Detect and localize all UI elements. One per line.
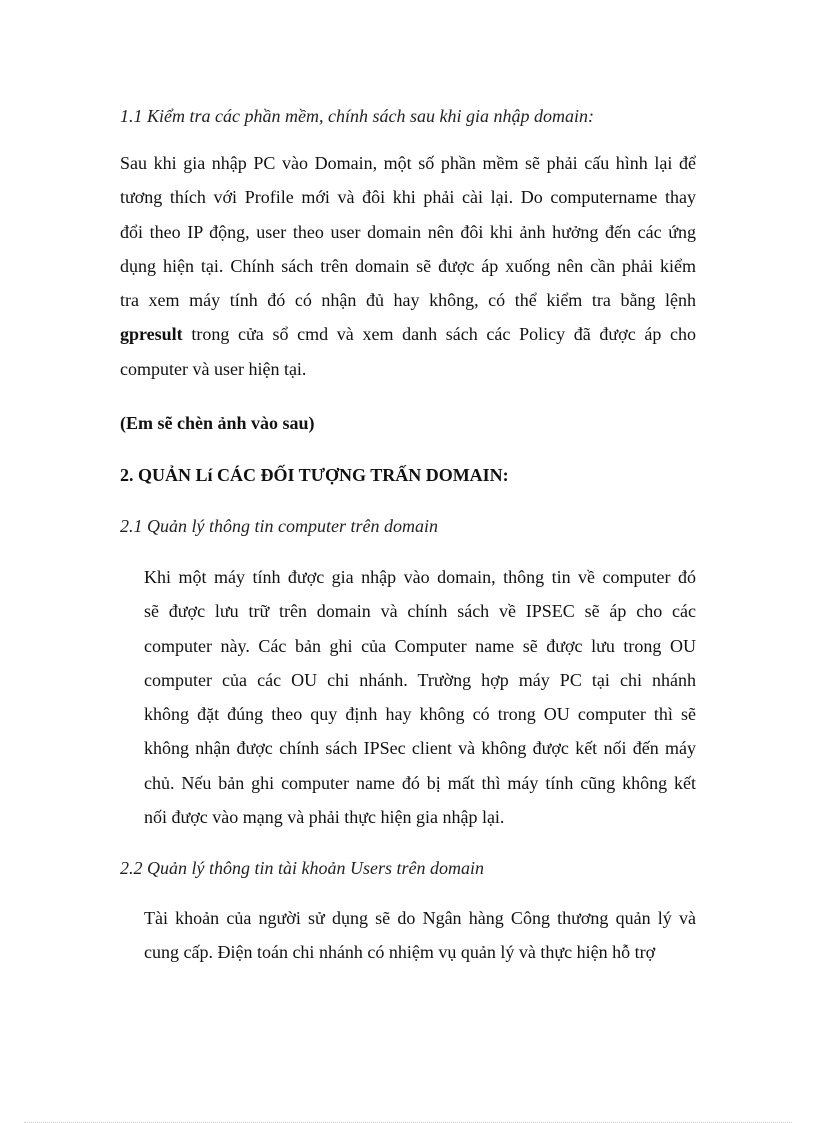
paragraph-line: nối được vào mạng và phải thực hiện gia nhập lại. — [144, 807, 505, 828]
paragraph-line: sẽ được lưu trữ trên domain và chính sách về IPSEC sẽ áp cho các — [144, 601, 696, 622]
paragraph-line: không nhận được chính sách IPSec client và không được kết nối đến máy — [144, 738, 696, 759]
paragraph-line: tương thích với Profile mới và đôi khi phải cài lại. Do computername thay — [120, 187, 696, 208]
section-2-2-heading: 2.2 Quản lý thông tin tài khoản Users trên domain — [120, 858, 484, 878]
paragraph-line: Tài khoản của người sử dụng sẽ do Ngân hàng Công thương quản lý và — [144, 908, 696, 928]
paragraph-line: không đặt đúng theo quy định hay không có trong OU computer thì sẽ — [144, 704, 696, 725]
image-placeholder-note: (Em sẽ chèn ảnh vào sau) — [120, 413, 315, 433]
paragraph-line: computer của các OU chi nhánh. Trường hợp máy PC tại chi nhánh — [144, 669, 696, 690]
paragraph-line: computer này. Các bản ghi của Computer name sẽ được lưu trong OU — [144, 635, 696, 656]
paragraph-line: Khi một máy tính được gia nhập vào domain, thông tin về computer đó — [144, 567, 696, 587]
paragraph-line: tra xem máy tính đó có nhận đủ hay không, có thể kiểm tra bằng lệnh — [120, 290, 696, 311]
section-2-1-paragraph — [144, 560, 696, 834]
paragraph-line: Sau khi gia nhập PC vào Domain, một số phần mềm sẽ phải cấu hình lại để — [120, 153, 696, 173]
paragraph-line: cung cấp. Điện toán chi nhánh có nhiệm vụ quản lý và thực hiện hỗ trợ — [144, 942, 656, 963]
section-2-2-paragraph — [144, 901, 696, 970]
paragraph-line-text: trong cửa sổ cmd và xem danh sách các Policy đã được áp cho — [191, 324, 696, 345]
section-2-heading: 2. QUẢN Lí CÁC ĐỐI TƯỢNG TRẤN DOMAIN: — [120, 465, 509, 485]
section-2-1-heading: 2.1 Quản lý thông tin computer trên domain — [120, 516, 438, 536]
paragraph-line: dụng hiện tại. Chính sách trên domain sẽ được áp xuống nên cần phải kiểm — [120, 255, 696, 276]
paragraph-line: chủ. Nếu bản ghi computer name đó bị mất thì máy tính cũng không kết — [144, 772, 696, 793]
paragraph-line: đổi theo IP động, user theo user domain nên đôi khi ảnh hưởng đến các ứng — [120, 221, 696, 242]
paragraph-line-with-command — [120, 317, 696, 351]
section-1-1-heading: 1.1 Kiểm tra các phần mềm, chính sách sau khi gia nhập domain: — [120, 106, 594, 126]
section-1-1-paragraph — [120, 146, 696, 386]
paragraph-line: computer và user hiện tại. — [120, 358, 307, 379]
command-gpresult: gpresult — [120, 324, 183, 345]
